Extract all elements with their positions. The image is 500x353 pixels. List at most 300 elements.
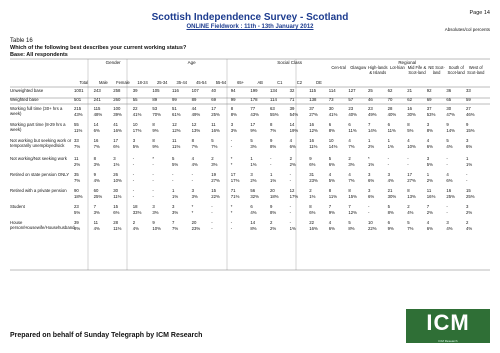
row-label: Working full time (30+ hrs a week) [10,106,63,116]
table-cell-percent: 5% [407,128,414,133]
table-cell: 19 [211,172,216,177]
row-label: Retired with a private pension [10,188,67,193]
table-cell: 51 [172,106,177,111]
table-cell-percent: 8% [74,226,81,231]
column-header: 25-34 [156,80,168,85]
table-cell-percent: 1% [387,144,394,149]
table-cell: 57 [348,97,354,102]
table-cell: 32 [289,88,295,93]
table-cell: 1 [250,156,253,161]
table-cell-percent: 3% [348,162,355,167]
table-cell-percent: 6% [466,144,473,149]
table-cell: 4 [328,172,332,177]
table-cell: 243 [93,88,101,93]
table-cell: 1 [387,138,390,143]
table-cell: 8 [230,106,234,111]
table-cell-percent: 9% [152,128,159,133]
table-cell-percent: 49% [368,112,377,117]
table-cell: * [368,156,370,161]
table-cell: 18 [132,204,138,209]
table-cell: 60 [93,188,99,193]
table-cell: 26 [113,172,118,177]
table-cell: 69 [426,97,432,102]
table-cell-percent: 61% [172,112,181,117]
table-cell: 3 [172,204,175,209]
table-cell-percent: 13% [191,128,201,133]
table-cell: 14 [93,122,99,127]
table-cell: 17 [230,172,236,177]
column-header: C1 [277,80,283,85]
table-cell: 260 [113,97,121,102]
table-cell: 114 [328,88,336,93]
column-header: DE [316,80,322,85]
table-cell: 8 [407,122,410,127]
table-cell: - [132,156,135,161]
logo-subtext: ICM Research [438,339,458,343]
table-cell: 15 [466,188,471,193]
table-cell: - [289,220,292,225]
table-cell-percent: 10% [152,226,161,231]
table-cell: 4 [328,220,332,225]
table-cell: - [387,156,390,161]
table-cell-percent: - [152,194,154,199]
table-cell: 7 [328,204,332,209]
table-cell-percent: 25% [466,194,475,199]
table-cell: 8 [328,188,332,193]
table-cell: 94 [230,88,236,93]
table-cell: 9 [152,220,155,225]
table-cell: 17 [211,106,216,111]
table-cell-percent: 9% [152,144,159,149]
table-cell: 3 [230,122,234,127]
column-header: Mid Fife & Scot-land [407,65,427,75]
table-cell: 20 [191,220,197,225]
table-cell: 3 [132,138,136,143]
table-cell: 199 [250,88,258,93]
table-cell: - [270,156,272,161]
table-cell: 11 [426,188,432,193]
table-cell: 30 [328,106,334,111]
table-cell-percent: 49% [191,112,201,117]
table-cell-percent: 70% [152,112,161,117]
row-label: Not working/Not seeking work [10,156,67,161]
table-cell-percent: 17% [230,178,240,183]
table-cell: 53 [152,106,158,111]
table-cell-percent: 12% [309,128,318,133]
table-cell-percent: 1% [113,162,120,167]
table-cell-percent: 12% [348,210,357,215]
table-cell-percent: 11% [328,194,338,199]
table-cell-percent: - [270,162,272,167]
table-cell-percent: 8% [270,144,277,149]
table-cell: 3 [446,220,449,225]
table-cell: 23 [348,106,354,111]
table-cell: 15 [113,204,118,209]
row-label: Not working but seeking work or temporarily unemployed/sick [10,138,72,148]
table-cell-percent: 6% [113,144,120,149]
column-header: C2 [296,80,302,85]
table-cell-percent: 53% [426,112,436,117]
table-cell-percent: - [230,144,233,149]
table-cell: 30 [113,188,118,193]
table-cell-percent: 40% [348,112,357,117]
table-cell-percent: * [230,210,233,215]
table-cell-percent: 16% [211,128,220,133]
table-cell: 3 [466,138,469,143]
table-cell-percent: 7% [270,128,277,133]
page-number: Page 14 [469,10,490,16]
column-header: Glasgow [350,65,367,70]
table-cell-percent: 40% [387,112,397,117]
table-cell: 30 [446,106,452,111]
table-cell-percent: 4% [446,144,453,149]
table-cell-percent: 4% [250,210,257,215]
table-cell-percent: 2% [368,144,375,149]
table-cell: 99 [230,97,236,102]
table-cell: 69 [211,97,216,102]
table-cell-percent: 9% [328,210,336,215]
table-cell-percent: 17% [289,194,299,199]
table-cell: 37 [309,106,314,111]
table-cell-percent: - [289,178,292,183]
table-cell-percent: 12% [172,128,181,133]
table-cell: 3 [250,172,253,177]
table-cell-percent: 25% [211,112,220,117]
table-cell-percent: 22% [211,194,220,199]
table-cell: 99 [172,97,177,102]
table-cell-percent: 8% [270,210,277,215]
table-cell-percent: 6% [309,162,316,167]
table-cell-percent: - [289,210,292,215]
table-cell: 17 [407,172,412,177]
table-cell: 4 [348,138,351,143]
table-cell-percent: - [446,162,448,167]
table-cell-percent: 7% [74,178,81,183]
table-cell-percent: 43% [74,112,83,117]
table-cell: 215 [74,106,82,111]
table-cell: 39 [132,88,138,93]
table-cell: 41 [113,122,118,127]
table-cell-percent: 8% [348,226,355,231]
table-cell-percent: 17% [132,128,142,133]
table-cell: 25 [368,88,373,93]
column-header: Lot-hian [389,65,405,70]
table-cell-percent: - [152,178,154,183]
table-cell: 11 [74,156,79,161]
table-cell: 16 [309,122,314,127]
table-cell: 55 [74,122,79,127]
table-cell: 2 [211,156,214,161]
table-cell-percent: 4% [191,162,198,167]
table-cell-percent: 6% [368,178,375,183]
table-cell-percent: 5% [172,162,179,167]
table-cell-percent: 6% [368,194,375,199]
table-cell: 12 [289,188,295,193]
table-cell-percent: 1% [270,178,277,183]
table-cell: 33 [74,138,79,143]
table-cell-percent: 6% [328,226,336,231]
table-cell-percent: 7% [348,144,355,149]
base-text: Base: All respondents [10,52,68,58]
table-cell-percent: 11% [309,144,318,149]
table-cell-percent: 10% [407,144,416,149]
table-cell-percent: 41% [132,112,142,117]
table-cell-percent: 7% [191,144,198,149]
table-cell-percent: 6% [446,178,453,183]
table-cell: 4 [191,156,194,161]
table-cell-percent: 9% [250,128,257,133]
table-cell-percent: 7% [211,144,218,149]
table-cell: 14 [289,122,295,127]
table-cell-percent: 25% [446,194,455,199]
table-cell: 17 [250,122,256,127]
table-cell-percent: 5% [74,210,81,215]
table-cell-percent: 71% [230,194,240,199]
table-cell-percent: 18% [74,194,83,199]
table-cell: 8 [348,188,351,193]
table-cell: 178 [250,97,258,102]
table-cell: 22 [309,220,314,225]
table-cell: 2 [466,220,469,225]
table-cell-percent: 2% [289,162,296,167]
table-cell-percent: 7% [172,226,179,231]
table-cell-percent: 2% [426,210,434,215]
table-cell: 62 [387,88,393,93]
table-cell-percent: 46% [466,112,475,117]
table-cell: 501 [74,97,82,102]
row-label: House person/Housewife/Househusband [10,220,75,230]
table-cell-percent: 8% [328,128,336,133]
table-cell: * [191,204,194,209]
table-cell-percent: - [172,178,174,183]
table-cell: 4 [407,138,410,143]
table-cell-percent: * [191,210,194,215]
table-cell: 8 [93,156,96,161]
table-cell: 100 [113,106,121,111]
row-label: Weighted base [10,97,39,102]
logo-text: ICM [426,310,470,335]
question-text: Which of the following best describes your current working status? [10,45,187,51]
table-cell: - [132,188,135,193]
table-cell: 7 [368,122,371,127]
table-cell: 89 [191,97,197,102]
table-cell-percent: 3% [172,210,179,215]
table-cell: 10 [328,138,334,143]
table-cell: 31 [309,172,314,177]
table-cell: 1 [270,172,273,177]
table-cell-percent: 55% [270,112,279,117]
table-cell-percent: 27% [211,178,220,183]
table-cell-percent: 23% [309,178,318,183]
table-cell-percent: 1% [466,162,473,167]
column-header: Cen-tral [331,65,346,70]
row-label: Retired on state pension ONLY [10,172,70,177]
table-cell: * [230,156,233,161]
table-cell-percent: 4% [93,178,100,183]
table-cell-percent: 3% [93,210,100,215]
table-cell: 37 [426,106,432,111]
table-cell-percent: 27% [407,178,416,183]
column-header: High-lands & Islands [368,65,388,75]
table-cell: 5 [446,138,449,143]
report-title: Scottish Independence Survey - Scotland [151,12,349,23]
table-cell: 4 [426,220,430,225]
table-cell: 12 [172,122,177,127]
table-cell: - [132,172,135,177]
table-cell-percent: 16% [113,128,122,133]
table-cell: 105 [152,88,160,93]
table-cell: 3 [368,172,371,177]
table-cell: 7 [93,204,96,209]
table-cell: 28 [113,220,118,225]
column-header: AB [257,80,263,85]
table-cell-percent: 2% [466,210,473,215]
column-header: 18-24 [137,80,148,85]
table-cell-percent: 22% [368,226,377,231]
table-cell: - [446,156,448,161]
table-cell-percent: 41% [328,112,338,117]
table-cell: 6 [250,204,253,209]
table-cell-percent: 4% [387,178,394,183]
table-cell: 10 [368,220,373,225]
table-cell: - [211,204,213,209]
table-cell: 5 [348,220,351,225]
table-cell: 71 [289,97,295,102]
table-cell-percent: 54% [289,112,299,117]
table-cell: 16 [446,188,452,193]
table-cell: 241 [93,97,101,102]
table-cell: 115 [93,106,101,111]
table-cell: 10 [132,122,138,127]
table-cell: 1 [466,156,469,161]
table-cell-percent: 3% [250,144,257,149]
table-cell-percent: 7% [407,226,414,231]
table-cell-percent: 6% [426,226,434,231]
table-cell: 5 [387,204,390,209]
table-cell: - [152,188,154,193]
table-cell-percent: 7% [74,144,81,149]
table-cell-percent: 19% [289,128,299,133]
table-cell: 115 [309,88,317,93]
table-cell: 27 [466,106,471,111]
column-header: 35-44 [176,80,188,85]
column-header: NE Scot-land [428,65,445,75]
table-cell-percent: 14% [446,128,455,133]
table-cell: 6 [387,220,390,225]
table-cell: 56 [250,188,256,193]
table-cell: * [152,156,155,161]
table-cell: 3 [113,156,116,161]
table-cell-percent: 11% [113,226,122,231]
table-cell: 33 [466,88,471,93]
table-cell-percent: - [446,210,448,215]
table-cell-percent: 3% [93,162,100,167]
table-cell-percent: 1% [172,194,179,199]
table-cell: 8 [191,138,194,143]
table-cell-percent: 30% [407,112,416,117]
table-cell-percent: 2% [250,178,257,183]
table-cell-percent: - [132,194,135,199]
table-cell: - [230,138,233,143]
table-cell-percent: 11% [348,128,357,133]
table-cell-percent: 16% [309,226,318,231]
table-cell: 92 [426,88,432,93]
table-cell-percent: 3% [152,210,159,215]
table-cell: 5 [407,220,410,225]
table-cell-percent: 16% [426,194,436,199]
table-cell: 11 [211,122,216,127]
column-header: South of Scot-land [447,65,465,75]
table-cell-percent: 2% [270,226,277,231]
footer-credit: Prepared on behalf of Sunday Telegraph by ICM Research [10,332,203,339]
table-cell: - [191,172,194,177]
group-header: Social Class [277,60,302,65]
table-cell: 4 [348,172,351,177]
table-cell: - [446,204,448,209]
table-cell: 16 [407,106,412,111]
table-cell-percent: - [368,210,370,215]
table-cell: 4 [446,172,449,177]
column-header: 65+ [237,80,245,85]
table-cell: 23 [74,204,79,209]
table-cell-percent: 6% [426,144,434,149]
table-cell: 9 [446,122,449,127]
table-cell: - [172,172,174,177]
table-cell-percent: 1% [289,226,296,231]
row-label: Unweighted base [10,88,44,93]
table-cell-percent: 5% [426,162,434,167]
table-cell: 8 [152,122,155,127]
table-cell: 5 [172,156,175,161]
table-cell: 22 [132,106,138,111]
table-cell: 138 [309,97,317,102]
table-cell: 11 [93,220,99,225]
table-cell-percent: 11% [387,128,396,133]
icm-logo [406,309,490,343]
table-cell-percent: 15% [466,128,475,133]
column-header: 55-64 [215,80,227,85]
table-cell: 3 [426,156,430,161]
table-cell-percent: 7% [348,178,355,183]
table-cell-percent: 8% [250,226,257,231]
table-cell-percent: 1% [368,162,375,167]
table-cell: 23 [368,106,373,111]
table-cell-percent: - [466,178,468,183]
table-cell: 16 [309,138,314,143]
table-cell: 63 [270,106,275,111]
table-cell: 2 [407,204,410,209]
table-cell: 59 [466,97,471,102]
table-cell: 4 [289,138,292,143]
table-cell: 20 [270,188,275,193]
table-cell: 77 [250,106,256,111]
table-cell: 2 [270,220,273,225]
table-cell: 9 [270,204,273,209]
table-cell: 73 [328,97,334,102]
table-cell-percent: - [152,162,154,167]
table-cell: 4 [426,138,430,143]
table-cell: 5 [328,156,332,161]
table-cell-percent: - [387,162,390,167]
table-cell-percent: 8% [230,112,238,117]
table-cell: 1001 [74,88,84,93]
table-cell: 17 [113,138,118,143]
table-cell: 62 [407,97,412,102]
table-cell-percent: * [230,162,233,167]
table-label: Table 16 [10,38,33,44]
table-cell: 3 [368,188,371,193]
table-cell-percent: - [132,178,135,183]
